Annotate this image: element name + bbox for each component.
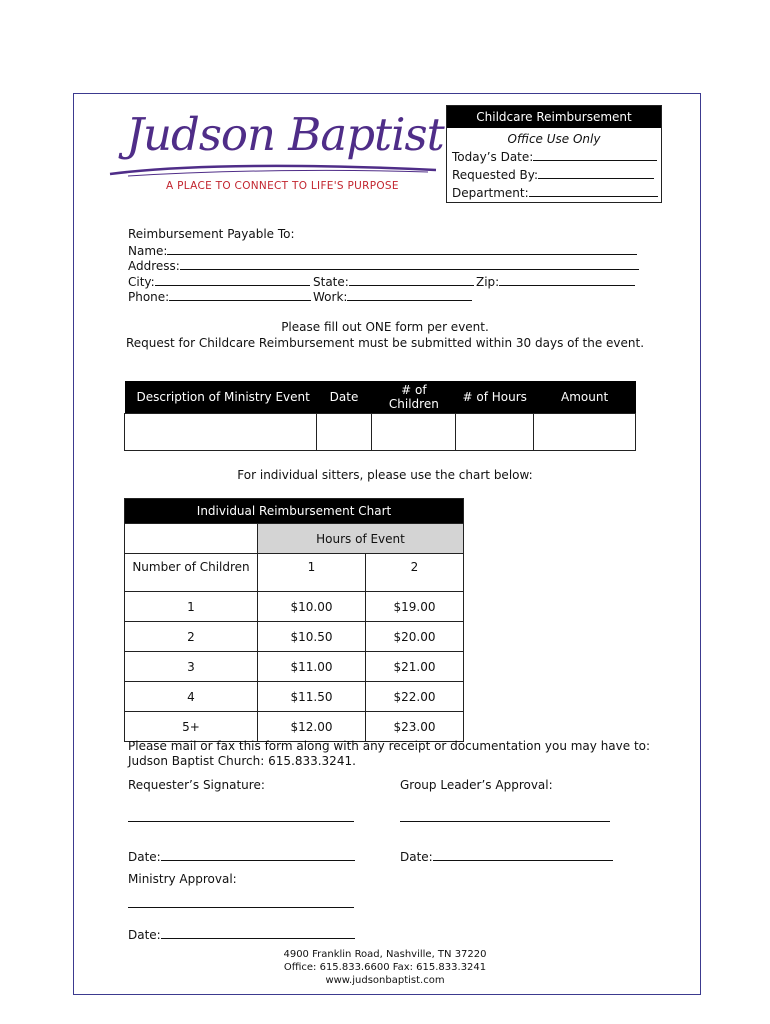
hours-col-2: 2 <box>366 554 464 592</box>
table-row <box>125 652 464 682</box>
header-date: Date <box>316 381 372 414</box>
rate-cell: $20.00 <box>366 622 464 652</box>
address-label: Address: <box>128 259 180 273</box>
reimbursement-chart <box>124 498 464 742</box>
footer-phone: Office: 615.833.6600 Fax: 615.833.3241 <box>283 962 487 973</box>
logo-swoosh-icon <box>108 160 438 180</box>
phone-field[interactable] <box>169 288 311 301</box>
rate-cell: $11.50 <box>258 682 366 712</box>
footer-address: 4900 Franklin Road, Nashville, TN 37220 <box>283 949 487 960</box>
children-cell: 2 <box>125 622 258 652</box>
leader-date-field[interactable] <box>433 848 613 861</box>
header-description: Description of Ministry Event <box>125 381 317 414</box>
church-phone: Judson Baptist Church: 615.833.3241. <box>128 754 356 768</box>
date-input[interactable] <box>316 414 372 451</box>
zip-field[interactable] <box>499 273 635 286</box>
table-row <box>125 712 464 742</box>
requested-by-field[interactable] <box>538 166 654 179</box>
header-amount: Amount <box>534 381 636 414</box>
children-input[interactable] <box>372 414 456 451</box>
ministry-approval-label: Ministry Approval: <box>128 872 237 886</box>
sitters-note: For individual sitters, please use the chart below: <box>237 468 533 482</box>
name-label: Name: <box>128 244 168 258</box>
children-cell: 1 <box>125 592 258 622</box>
requester-signature-field[interactable] <box>128 821 354 822</box>
todays-date-label: Today’s Date: <box>452 150 534 164</box>
hours-input[interactable] <box>456 414 534 451</box>
office-box-subtitle: Office Use Only <box>507 132 601 146</box>
rate-cell: $11.00 <box>258 652 366 682</box>
department-label: Department: <box>452 186 529 200</box>
city-field[interactable] <box>155 273 310 286</box>
chart-title: Individual Reimbursement Chart <box>125 499 464 524</box>
children-cell: 5+ <box>125 712 258 742</box>
department-field[interactable] <box>529 184 658 197</box>
work-field[interactable] <box>347 288 472 301</box>
logo-tagline: A PLACE TO CONNECT TO LIFE'S PURPOSE <box>166 180 399 192</box>
requester-date-label: Date: <box>128 850 161 864</box>
city-label: City: <box>128 275 155 289</box>
rate-cell: $10.50 <box>258 622 366 652</box>
ministry-approval-field[interactable] <box>128 907 354 908</box>
leader-date-label: Date: <box>400 850 433 864</box>
rate-cell: $22.00 <box>366 682 464 712</box>
table-row <box>125 592 464 622</box>
table-row <box>125 622 464 652</box>
event-table <box>124 381 636 451</box>
requested-by-label: Requested By: <box>452 168 539 182</box>
description-input[interactable] <box>125 414 317 451</box>
instruction-one-form: Please fill out ONE form per event. <box>281 320 489 334</box>
address-field[interactable] <box>180 257 639 270</box>
mail-instructions: Please mail or fax this form along with any receipt or documentation you may have to: <box>128 739 651 753</box>
header-children: # of Children <box>372 381 456 414</box>
zip-label: Zip: <box>476 275 500 289</box>
ministry-date-label: Date: <box>128 928 161 942</box>
work-label: Work: <box>313 290 348 304</box>
footer-website: www.judsonbaptist.com <box>325 975 445 986</box>
office-use-box <box>446 105 662 203</box>
phone-label: Phone: <box>128 290 170 304</box>
rate-cell: $21.00 <box>366 652 464 682</box>
table-row <box>125 682 464 712</box>
instruction-deadline: Request for Childcare Reimbursement must be submitted within 30 days of the event. <box>125 336 645 350</box>
requester-signature-label: Requester’s Signature: <box>128 778 265 792</box>
rate-cell: $12.00 <box>258 712 366 742</box>
ministry-date-field[interactable] <box>161 926 355 939</box>
amount-input[interactable] <box>534 414 636 451</box>
state-label: State: <box>313 275 349 289</box>
church-logo-name: Judson Baptist <box>126 108 444 161</box>
office-box-title: Childcare Reimbursement <box>447 106 661 128</box>
requester-date-field[interactable] <box>161 848 355 861</box>
children-cell: 4 <box>125 682 258 712</box>
group-leader-signature-field[interactable] <box>400 821 610 822</box>
header-hours: # of Hours <box>456 381 534 414</box>
rate-cell: $23.00 <box>366 712 464 742</box>
children-cell: 3 <box>125 652 258 682</box>
state-field[interactable] <box>349 273 474 286</box>
number-of-children-label: Number of Children <box>125 554 258 592</box>
payee-heading: Reimbursement Payable To: <box>128 227 295 241</box>
name-field[interactable] <box>167 242 637 255</box>
hours-col-1: 1 <box>258 554 366 592</box>
rate-cell: $10.00 <box>258 592 366 622</box>
hours-of-event-label: Hours of Event <box>258 524 464 554</box>
group-leader-approval-label: Group Leader’s Approval: <box>400 778 553 792</box>
rate-cell: $19.00 <box>366 592 464 622</box>
todays-date-field[interactable] <box>533 148 657 161</box>
